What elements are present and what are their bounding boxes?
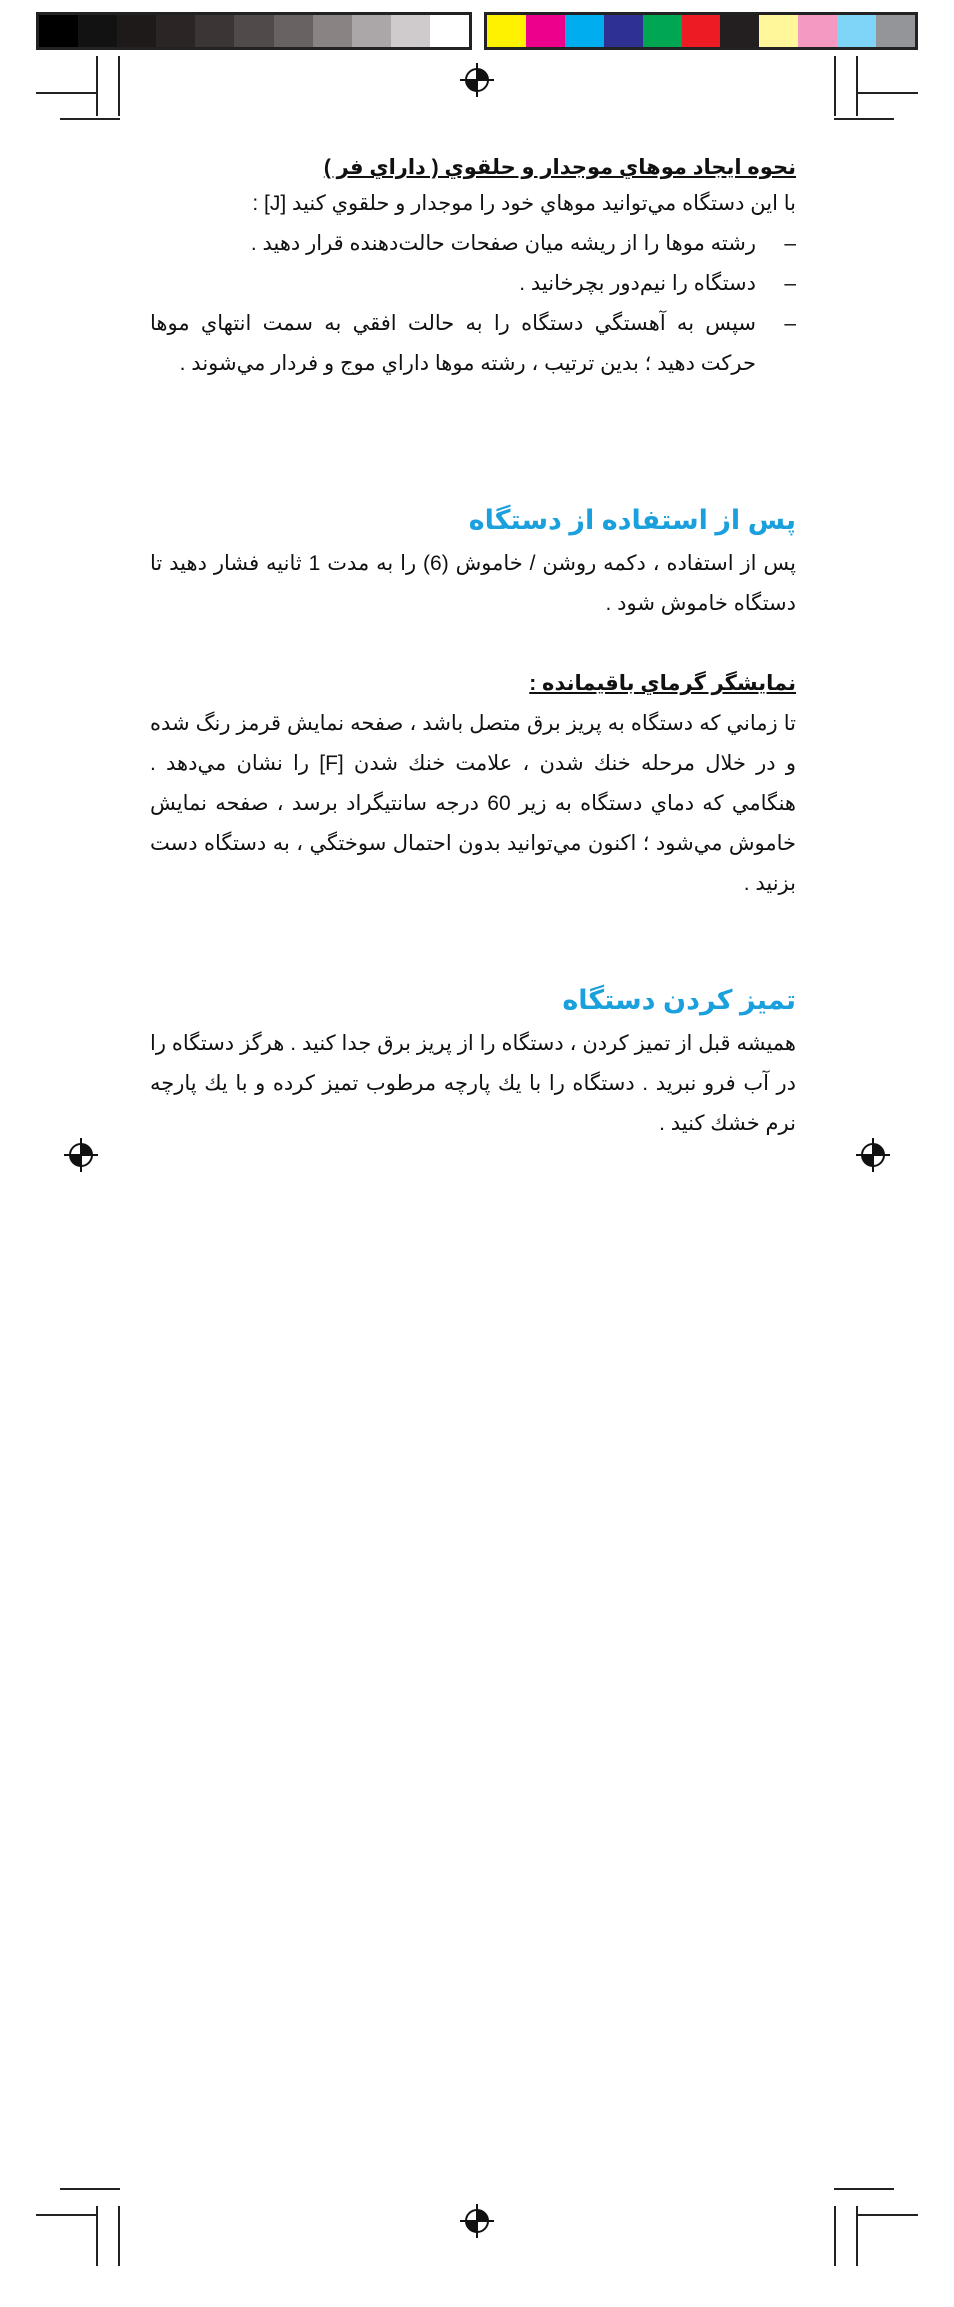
crop-mark (118, 56, 120, 116)
crop-mark (36, 92, 96, 94)
color-swatch (876, 15, 915, 47)
cleaning-section (150, 982, 796, 1144)
residual-heat-heading: نمايشگر گرماي باقيمانده : (529, 672, 796, 695)
registration-target-icon (856, 1138, 890, 1172)
grayscale-strip (36, 12, 472, 50)
color-swatch (759, 15, 798, 47)
curl-intro: با اين دستگاه مي‌توانيد موهاي خود را موجدار و حلقوي كنيد [J] : (252, 191, 796, 215)
curl-heading: نحوه ايجاد موهاي موجدار و حلقوي ( داراي فر ) (323, 156, 796, 179)
registration-target-icon (64, 1138, 98, 1172)
after-use-section (150, 502, 796, 624)
crop-mark (834, 118, 894, 120)
crop-mark (96, 56, 98, 116)
list-item-text: رشته موها را از ريشه ميان صفحات حالت‌دهنده قرار دهيد . (250, 231, 756, 255)
color-swatch (604, 15, 643, 47)
list-item-text: سپس به آهستگي دستگاه را به حالت افقي به سمت انتهاي موها حركت دهيد ؛ بدين ترتيب ، رشته موها داراي موج و فردار مي‌شوند . (150, 311, 756, 375)
cleaning-text: هميشه قبل از تميز كردن ، دستگاه را از پريز برق جدا كنيد . هرگز دستگاه را در آب فرو نبريد . دستگاه را با يك پارچه مرطوب تميز كرده و با يك پارچه نرم خشك كنيد . (150, 1031, 796, 1135)
list-item (150, 224, 796, 264)
crop-mark (856, 2206, 858, 2266)
color-swatch (156, 15, 195, 47)
list-bullet: – (784, 231, 796, 255)
color-swatch (39, 15, 78, 47)
curl-steps-list (150, 224, 796, 384)
color-swatch (352, 15, 391, 47)
color-swatch (274, 15, 313, 47)
crop-mark (834, 2188, 894, 2190)
after-use-text: پس از استفاده ، دكمه روشن / خاموش (6) را به مدت 1 ثانيه فشار دهيد تا دستگاه خاموش شود . (150, 551, 796, 615)
color-swatch (526, 15, 565, 47)
color-swatch (643, 15, 682, 47)
crop-mark (858, 92, 918, 94)
color-swatch (117, 15, 156, 47)
crop-mark (834, 56, 836, 116)
crop-mark (834, 2206, 836, 2266)
color-calibration-bar (36, 12, 918, 50)
residual-heat-text: تا زماني كه دستگاه به پريز برق متصل باشد ، صفحه نمايش قرمز رنگ شده و در خلال مرحله خنك شدن ، علامت خنك شدن [F] را نشان مي‌دهد . هنگامي كه دماي دستگاه به زير 60 درجه سانتيگراد برسد ، صفحه نمايش خاموش مي‌شود ؛ اكنون مي‌توانيد بدون احتمال سوختگي ، به دستگاه دست بزنيد . (150, 711, 796, 895)
list-bullet: – (784, 271, 796, 295)
list-item (150, 264, 796, 304)
crop-mark (858, 2214, 918, 2216)
color-swatch (798, 15, 837, 47)
color-swatch (487, 15, 526, 47)
list-item-text: دستگاه را نيم‌دور بچرخانيد . (519, 271, 756, 295)
color-swatch (313, 15, 352, 47)
color-swatch (234, 15, 273, 47)
color-swatch (565, 15, 604, 47)
color-swatch (391, 15, 430, 47)
crop-mark (856, 56, 858, 116)
color-swatch (195, 15, 234, 47)
list-item (150, 304, 796, 384)
after-use-title: پس از استفاده از دستگاه (468, 505, 796, 535)
curl-section (150, 152, 796, 384)
list-bullet: – (784, 311, 796, 335)
color-swatch (837, 15, 876, 47)
color-swatch (430, 15, 469, 47)
process-color-strip (484, 12, 918, 50)
color-swatch (720, 15, 759, 47)
color-swatch (682, 15, 721, 47)
crop-mark (60, 118, 120, 120)
residual-heat-section (150, 668, 796, 904)
registration-target-icon (460, 2204, 494, 2238)
crop-mark (118, 2206, 120, 2266)
cleaning-title: تميز كردن دستگاه (562, 985, 796, 1015)
registration-target-icon (460, 63, 494, 97)
crop-mark (96, 2206, 98, 2266)
crop-mark (36, 2214, 96, 2216)
crop-mark (60, 2188, 120, 2190)
color-swatch (78, 15, 117, 47)
